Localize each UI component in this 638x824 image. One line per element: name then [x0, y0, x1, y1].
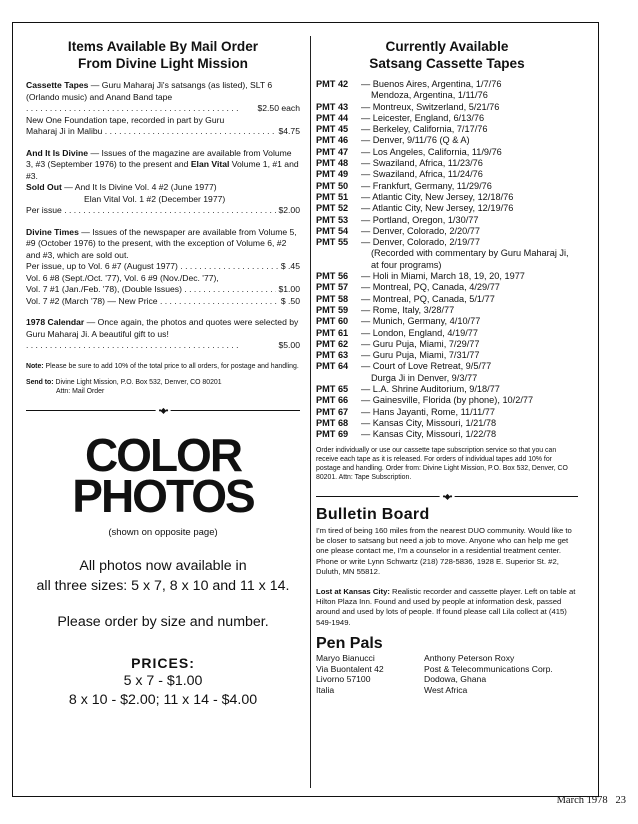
- tape-code: PMT 57: [316, 282, 349, 293]
- tape-code: PMT 43: [316, 101, 349, 112]
- tape-code: PMT 49: [316, 169, 349, 180]
- tape-code: PMT 60: [316, 316, 349, 327]
- color-photos-heading: COLOR PHOTOS: [72, 428, 254, 522]
- tape-code: PMT 68: [316, 417, 349, 428]
- pen-pal-address: Maryo Bianucci Via Buontalent 42 Livorno 57100 Italia: [316, 653, 384, 695]
- tape-row: [316, 158, 578, 169]
- tape-description: — Swaziland, Africa, 11/23/76: [361, 158, 483, 169]
- tape-description: — Atlantic City, New Jersey, 12/18/76: [361, 191, 514, 202]
- tape-description: — Rome, Italy, 3/28/77: [361, 304, 455, 315]
- tape-code: PMT 42: [316, 79, 349, 89]
- tape-code: PMT 64: [316, 361, 349, 372]
- mail-order-title: Items Available By Mail Order From Divine Light Mission: [67, 39, 259, 71]
- tape-row: [316, 203, 578, 214]
- tape-description: — Montreal, PQ, Canada, 4/29/77: [361, 282, 500, 293]
- tape-description: — Court of Love Retreat, 9/5/77 Durga Ji in Denver, 9/3/77: [361, 361, 492, 383]
- tape-code: PMT 50: [316, 180, 349, 191]
- tape-code: PMT 56: [316, 271, 349, 282]
- tape-code: PMT 46: [316, 135, 349, 146]
- tape-description: — L.A. Shrine Auditorium, 9/18/77: [361, 384, 500, 395]
- tape-row: [316, 135, 578, 146]
- tape-code: PMT 65: [316, 384, 349, 395]
- tape-description: — Denver, Colorado, 2/19/77 (Recorded with commentary by Guru Maharaj Ji, at four programs): [361, 237, 569, 270]
- tape-row: [316, 215, 578, 226]
- calendar-section: 1978 Calendar — Once again, the photos and quotes were selected by Guru Maharaj Ji. A beautiful gift to us! . . . $5.00: [26, 317, 300, 352]
- tape-description: — Munich, Germany, 4/10/77: [361, 316, 481, 327]
- cassette-price: $2.50 each: [257, 103, 300, 113]
- tape-row: [316, 305, 578, 316]
- tape-code: PMT 44: [316, 112, 349, 123]
- tape-row: [316, 282, 578, 293]
- tape-description: — Denver, 9/11/76 (Q & A): [361, 135, 470, 146]
- ornament-divider: •◆•: [316, 492, 578, 501]
- tape-row: [316, 192, 578, 203]
- column-divider: [310, 36, 311, 788]
- tape-row: [316, 147, 578, 158]
- tape-row: [316, 395, 578, 406]
- tape-row: [316, 181, 578, 192]
- bulletin-board-heading: Bulletin Board: [316, 505, 430, 523]
- tape-description: — London, England, 4/19/77: [361, 327, 478, 338]
- tape-row: [316, 237, 578, 271]
- tape-code: PMT 69: [316, 429, 349, 440]
- tape-code: PMT 54: [316, 225, 349, 236]
- tape-description: — Holi in Miami, March 18, 19, 20, 1977: [361, 271, 525, 282]
- pen-pals-list: [316, 653, 578, 695]
- issue-date: March 1978: [556, 795, 608, 806]
- tape-row: [316, 113, 578, 124]
- lost-notice: Lost at Kansas City: Realistic recorder and cassette player. Left on table at Hilton Plaza Inn. Found and used by people at information desk, passed around and used by lots of people. If found please call Lila collect at (415) 549-1949.: [316, 587, 576, 627]
- tape-row: [316, 226, 578, 237]
- tape-description: — Montreux, Switzerland, 5/21/76: [361, 101, 500, 112]
- tape-description: — Atlantic City, New Jersey, 12/19/76: [361, 203, 514, 214]
- tape-description: — Guru Puja, Miami, 7/31/77: [361, 350, 480, 361]
- tape-description: — Gainesville, Florida (by phone), 10/2/77: [361, 395, 534, 406]
- tape-row: [316, 328, 578, 339]
- cassette-tapes-section: Cassette Tapes — Guru Maharaj Ji's satsangs (as listed), SLT 6 (Orlando music) and Anand Band tape . . . $2.50 each New One Foundation tape, recorded in part by Guru Maharaj Ji in Malibu . . . $4.75: [26, 80, 300, 138]
- tape-code: PMT 48: [316, 158, 349, 169]
- tape-code: PMT 63: [316, 350, 349, 361]
- tape-row: [316, 169, 578, 180]
- divine-times-section: Divine Times — Issues of the newspaper are available from Volume 5, #9 (October 1976) to the present, with the exception of Volume 6, #2 and #3, which are sold out. Per issue, up to Vol. 6 #7 (August 1977) . . . $ .45 Vol. 6 #8 (Sept./Oct. '77), Vol. 6 #9 (Nov./Dec. '77), Vol. 7 #1 (Jan./Feb. '78), (Double Issues) . . . $1.00 Vol. 7 #2 (March '78) — New Price . . . $ .50: [26, 227, 300, 308]
- tape-code: PMT 47: [316, 146, 349, 157]
- tape-description: — Buenos Aires, Argentina, 1/7/76 Mendoza, Argentina, 1/11/76: [361, 79, 502, 101]
- tape-description: — Guru Puja, Miami, 7/29/77: [361, 338, 480, 349]
- tape-description: — Kansas City, Missouri, 1/22/78: [361, 429, 497, 440]
- tape-code: PMT 58: [316, 293, 349, 304]
- bulletin-notice: I'm tired of being 160 miles from the nearest DUO community. Would like to be closer to satsang but need a job to move. Anyone who can help me get one please contact me, I'm a counselor in a residential treatment center. Phone or write Lynn Schwartz (218) 728-5836, 1928 E. Superior St. #2, Duluth, MN 55812.: [316, 526, 572, 576]
- page-footer: [557, 795, 626, 806]
- tape-code: PMT 45: [316, 124, 349, 135]
- tape-row: [316, 350, 578, 361]
- calendar-price: $5.00: [278, 340, 300, 350]
- tape-order-note: Order individually or use our cassette tape subscription service so that you can receive each tape as it is released. For orders of individual tapes add 10% for postage and handling. Order from: Divine Light Mission, P.O. Box 532, Denver, CO 80201. Attn: Tape Subscription.: [316, 446, 568, 481]
- tape-description: — Hans Jayanti, Rome, 11/11/77: [361, 406, 495, 417]
- tape-code: PMT 55: [316, 237, 349, 248]
- tape-code: PMT 62: [316, 338, 349, 349]
- cassette-tapes-title: Currently Available Satsang Cassette Tapes: [369, 39, 525, 71]
- tape-description: — Kansas City, Missouri, 1/21/78: [361, 417, 497, 428]
- tape-code: PMT 52: [316, 203, 349, 214]
- order-instruction: Please order by size and number.: [57, 614, 269, 630]
- tape-description: — Montreal, PQ, Canada, 5/1/77: [361, 293, 495, 304]
- divine-magazine-section: And It Is Divine — Issues of the magazine are available from Volume 3, #3 (September 1976) to the present and Elan Vital Volume 1, #1 and #3. Sold Out — And It Is Divine Vol. 4 #2 (June 1977) Elan Vital Vol. 1 #2 (December 1977) Per issue . . . $2.00: [26, 148, 300, 217]
- page-number: 23: [615, 795, 626, 806]
- tape-row: [316, 339, 578, 350]
- postage-note: Note: Please be sure to add 10% of the total price to all orders, for postage and handling.: [26, 362, 299, 370]
- tape-row: [316, 384, 578, 395]
- ornament-divider: •◆•: [26, 406, 300, 415]
- tape-code: PMT 53: [316, 214, 349, 225]
- prices-heading: PRICES:: [131, 655, 195, 671]
- tape-description: — Portland, Oregon, 1/30/77: [361, 214, 479, 225]
- tape-row: [316, 418, 578, 429]
- tape-list: [316, 79, 578, 441]
- pen-pal-address: Anthony Peterson Roxy Post & Telecommunications Corp. Dodowa, Ghana West Africa: [424, 653, 553, 695]
- foundation-tape-price: $4.75: [278, 126, 300, 136]
- tape-row: [316, 294, 578, 305]
- right-column: [316, 38, 578, 695]
- tape-row: [316, 407, 578, 418]
- tape-code: PMT 67: [316, 406, 349, 417]
- price-5x7: 5 x 7 - $1.00: [123, 672, 203, 689]
- tape-row: [316, 79, 578, 102]
- pen-pals-heading: Pen Pals: [316, 634, 383, 652]
- tape-description: — Berkeley, California, 7/17/76: [361, 124, 488, 135]
- tape-code: PMT 66: [316, 395, 349, 406]
- tape-row: [316, 124, 578, 135]
- magazine-price: $2.00: [278, 205, 300, 215]
- tape-row: [316, 429, 578, 440]
- left-column: Items Available By Mail Order From Divine Light Mission Cassette Tapes — Guru Maharaj Ji's satsangs (as listed), SLT 6 (Orlando music) and Anand Band tape . . . $2.50 each New One Foundation tape, recorded in part by Guru Maharaj Ji in Malibu . . . $4.75 And It Is Divine — Issues of the magazine are available from Volume 3, #3 (September 1976) to the present and Elan Vital Volume 1, #1 and #3. Sold Out — And It Is Divine Vol. 4 #2 (June 1977) Elan Vital Vol. 1 #2 (December 1977) Per issue . . . $2.00 Divine Times — Issues of the newspaper are available from Volume 5, #9 (October 1976) to the present, with the exception of Volume 6, #2 and #3, which are sold out. Per issue, up to Vol. 6 #7 (August 1977) . . . $ .45 Vol. 6 #8 (Sept./Oct. '77), Vol. 6 #9 (Nov./Dec. '77), Vol. 7 #1 (Jan./Feb. '78), (Double Issues) . . . $1.00 Vol. 7 #2 (March '78) — New Price . . . $ .50 1978 Calendar — Once again, the photos and quotes were selected by Guru Maharaj Ji. A beautiful gift to us! . . . $5.00 Note: Please be sure to add 10% of the total price to all orders, for postage and handling. Send to: Divine Light Mission, P.O. Box 532, Denver, CO 80201 Attn: Mail Order •◆• COLOR PHOTOS (shown on opposite page) All photos now available in all three sizes: 5 x 7, 8 x 10 and 11 x 14. Please order by size and number. PRICES: 5 x 7 - $1.00 8 x 10 - $2.00; 11 x 14 - $4.00: [26, 38, 300, 710]
- tape-description: — Los Angeles, California, 11/9/76: [361, 146, 502, 157]
- tape-code: PMT 59: [316, 304, 349, 315]
- price-larger-sizes: 8 x 10 - $2.00; 11 x 14 - $4.00: [68, 691, 258, 708]
- tape-row: [316, 102, 578, 113]
- tape-description: — Swaziland, Africa, 11/24/76: [361, 169, 483, 180]
- send-to-address: Send to: Divine Light Mission, P.O. Box 532, Denver, CO 80201: [26, 378, 222, 386]
- tape-description: — Frankfurt, Germany, 11/29/76: [361, 180, 492, 191]
- tape-code: PMT 61: [316, 327, 349, 338]
- tape-code: PMT 51: [316, 191, 349, 202]
- tape-description: — Leicester, England, 6/13/76: [361, 112, 485, 123]
- tape-row: [316, 271, 578, 282]
- tape-row: [316, 361, 578, 384]
- tape-row: [316, 316, 578, 327]
- tape-description: — Denver, Colorado, 2/20/77: [361, 225, 480, 236]
